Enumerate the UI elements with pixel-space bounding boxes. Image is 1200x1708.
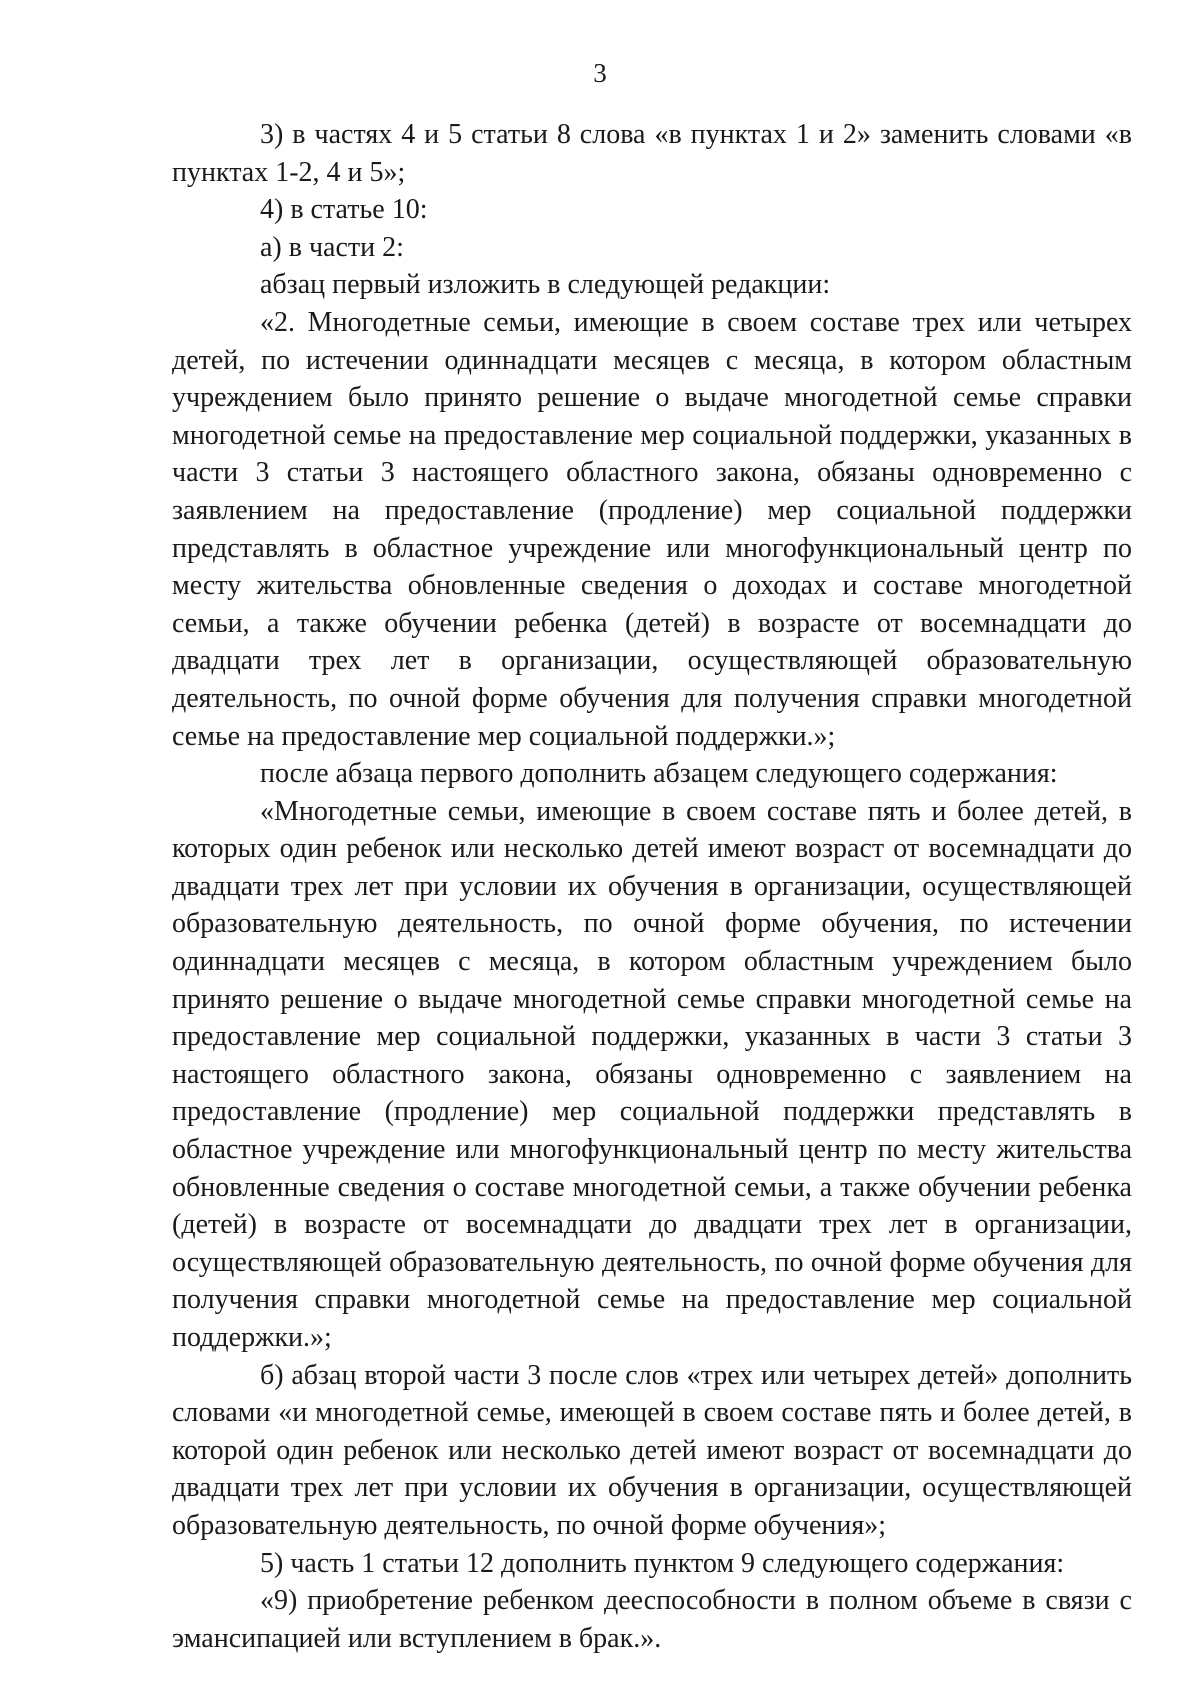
document-body <box>172 116 1132 1657</box>
paragraph-instruction: после абзаца первого дополнить абзацем следующего содержания: <box>260 758 1058 790</box>
paragraph-subitem-a: а) в части 2: <box>260 231 404 263</box>
paragraph-item-4: 4) в статье 10: <box>260 194 428 226</box>
paragraph-quote-point-9: «9) приобретение ребенком дееспособности в полном объеме в связи с эмансипацией или вступлением в брак.». <box>172 1585 1132 1654</box>
paragraph-quote-new-abzac: «Многодетные семьи, имеющие в своем составе пять и более детей, в которых один ребенок или несколько детей имеют возраст от восемнадцати до двадцати трех лет при условии их обучения в организации, осуществляющей образовательную деятельность, по очной форме обучения, по истечении одиннадцати месяцев с месяца, в котором областным учреждением было принято решение о выдаче многодетной семье справки многодетной семье на предоставление мер социальной поддержки, указанных в части 3 статьи 3 настоящего областного закона, обязаны одновременно с заявлением на предоставление (продление) мер социальной поддержки представлять в областное учреждение или многофункциональный центр по месту жительства обновленные сведения о составе многодетной семьи, а также обучении ребенка (детей) в возрасте от восемнадцати до двадцати трех лет в организации, осуществляющей образовательную деятельность, по очной форме обучения для получения справки многодетной семье на предоставление мер социальной поддержки.»; <box>172 795 1132 1353</box>
paragraph-instruction: абзац первый изложить в следующей редакции: <box>260 269 831 301</box>
paragraph-item-5: 5) часть 1 статьи 12 дополнить пунктом 9 следующего содержания: <box>260 1547 1065 1579</box>
page-number: 3 <box>593 58 607 88</box>
paragraph-subitem-b: б) абзац второй части 3 после слов «трех или четырех детей» дополнить словами «и многодетной семье, имеющей в своем составе пять и более детей, в которой один ребенок или несколько детей имеют возраст от восемнадцати до двадцати трех лет при условии их обучения в организации, осуществляющей образовательную деятельность, по очной форме обучения»; <box>172 1359 1132 1541</box>
paragraph-item-3: 3) в частях 4 и 5 статьи 8 слова «в пунктах 1 и 2» заменить словами «в пунктах 1-2, 4 и 5»; <box>172 119 1132 188</box>
paragraph-quote-part-2: «2. Многодетные семьи, имеющие в своем составе трех или четырех детей, по истечении одиннадцати месяцев с месяца, в котором областным учреждением было принято решение о выдаче многодетной семье справки многодетной семье на предоставление мер социальной поддержки, указанных в части 3 статьи 3 настоящего областного закона, обязаны одновременно с заявлением на предоставление (продление) мер социальной поддержки представлять в областное учреждение или многофункциональный центр по месту жительства обновленные сведения о доходах и составе многодетной семьи, а также обучении ребенка (детей) в возрасте от восемнадцати до двадцати трех лет в организации, осуществляющей образовательную деятельность, по очной форме обучения для получения справки многодетной семье на предоставление мер социальной поддержки.»; <box>172 306 1132 752</box>
